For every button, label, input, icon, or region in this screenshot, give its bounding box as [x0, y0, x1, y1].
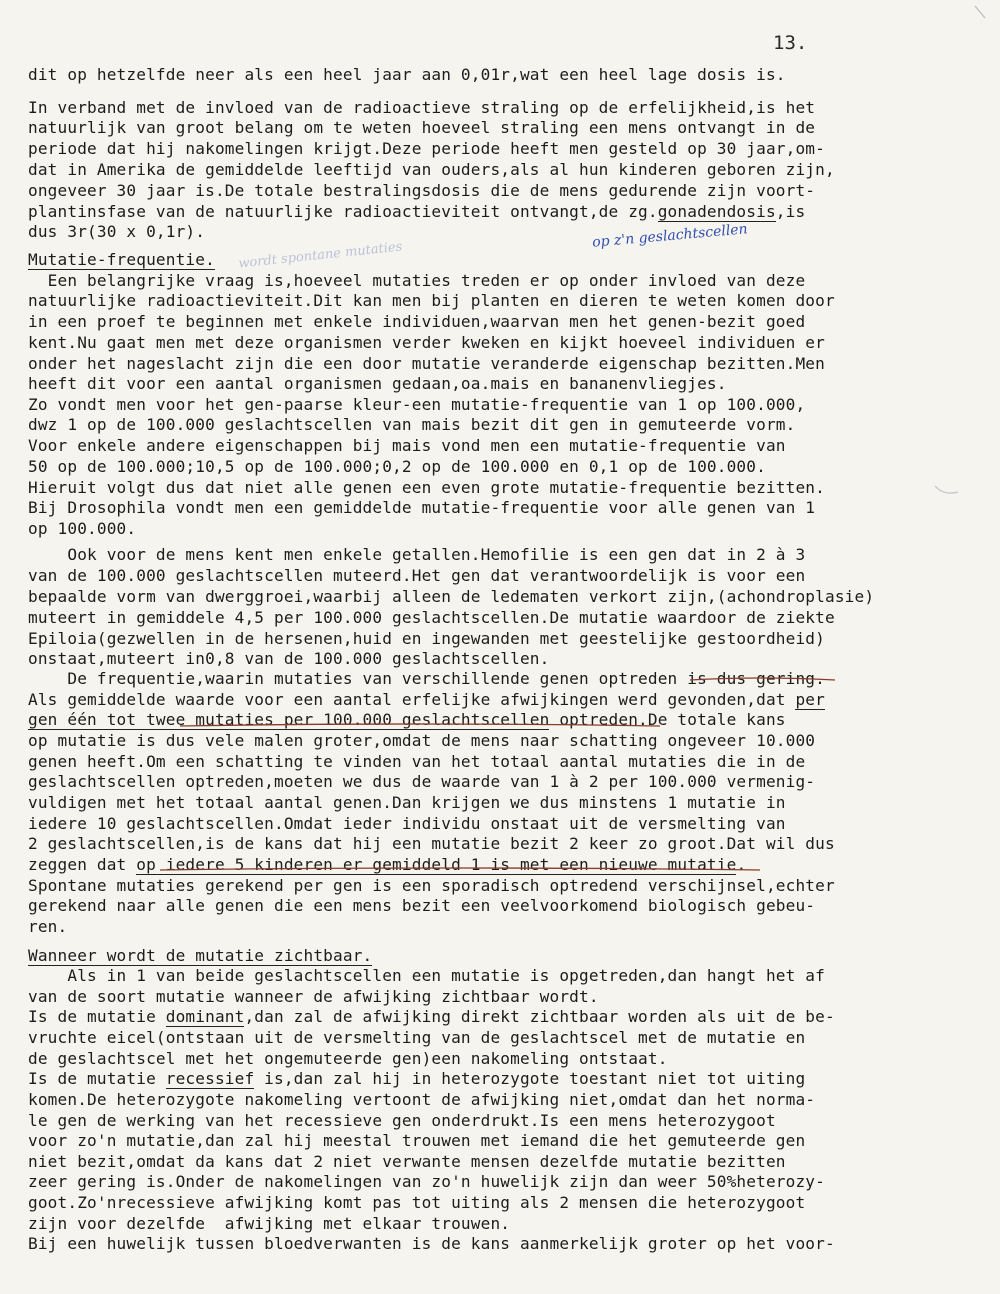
text-line: onstaat,muteert in0,8 van de 100.000 geslachtscellen. [28, 649, 550, 668]
text-line: Bij Drosophila vondt men een gemiddelde mutatie-frequentie voor alle genen van 1 [28, 498, 816, 517]
handwritten-note-faint: wordt spontane mutaties [237, 239, 403, 272]
underlined-phrase: per [795, 690, 825, 709]
text-line: op mutatie is dus vele malen groter,omdat de mens naar schatting ongeveer 10.000 [28, 731, 816, 750]
text-line: de geslachtscel met het ongemuteerde gen)een nakomeling ontstaat. [28, 1049, 668, 1068]
text-line: In verband met de invloed van de radioactieve straling op de erfelijkheid,is het [28, 98, 816, 117]
text-fragment: Is de mutatie [28, 1007, 166, 1026]
underlined-phrase: op iedere 5 kinderen er gemiddeld 1 is met een nieuwe mutatie [136, 855, 737, 874]
pen-underline-mark [160, 868, 760, 870]
text-line: vruchte eicel(ontstaan uit de versmelting van de geslachtscel met de mutatie en [28, 1028, 806, 1047]
page-number: 13. [773, 32, 808, 54]
text-line: vuldigen met het totaal aantal genen.Dan krijgen we dus minstens 1 mutatie in [28, 793, 786, 812]
underlined-phrase: gen één tot twee mutaties per 100.000 geslachtscellen [28, 710, 550, 729]
text-line: 2 geslachtscellen,is de kans dat hij een mutatie bezit 2 keer zo groot.Dat wil dus [28, 834, 835, 853]
text-line: in een proef te beginnen met enkele individuen,waarvan men het genen-bezit goed [28, 312, 806, 331]
text-line: gerekend naar alle genen die een mens bezit een veelvoorkomend biologisch gebeu- [28, 896, 816, 915]
text-fragment: . [736, 855, 747, 874]
text-line: natuurlijke radioactieviteit.Dit kan men bij planten en dieren te weten komen door [28, 291, 835, 310]
text-line: heeft dit voor een aantal organismen gedaan,oa.mais en bananenvliegjes. [28, 374, 727, 393]
pen-underline-mark [180, 724, 660, 726]
text-line: van de 100.000 geslachtscellen muteerd.Het gen dat verantwoordelijk is voor een [28, 566, 806, 585]
text-line: op 100.000. [28, 519, 137, 538]
text-line: Bij een huwelijk tussen bloedverwanten is de kans aanmerkelijk groter op het voor- [28, 1234, 835, 1253]
text-line: Spontane mutaties gerekend per gen is een sporadisch optredend verschijnsel,echter [28, 876, 835, 895]
text-line: De frequentie,waarin mutaties van verschillende genen optreden is dus gering. [28, 669, 825, 688]
text-line: genen heeft.Om een schatting te vinden van het totaal aantal mutaties die in de [28, 752, 806, 771]
text-line: Hieruit volgt dus dat niet alle genen een even grote mutatie-frequentie bezitten. [28, 478, 825, 497]
text-line: Epiloia(gezwellen in de hersenen,huid en ingewanden met geestelijke gestoordheid) [28, 629, 825, 648]
text-line: komen.De heterozygote nakomeling vertoont de afwijking niet,omdat dan het norma- [28, 1090, 816, 1109]
text-line: niet bezit,omdat da kans dat 2 niet verwante mensen dezelfde mutatie bezitten [28, 1152, 786, 1171]
text-line: 50 op de 100.000;10,5 op de 100.000;0,2 op de 100.000 en 0,1 op de 100.000. [28, 457, 766, 476]
text-line: goot.Zo'nrecessieve afwijking komt pas tot uiting als 2 mensen die heterozygoot [28, 1193, 806, 1212]
pen-underline-mark [690, 678, 835, 680]
heading-text: Mutatie-frequentie. [28, 250, 215, 269]
underlined-term: recessief [165, 1069, 255, 1088]
text-line: Als in 1 van beide geslachtscellen een mutatie is opgetreden,dan hangt het af [28, 966, 825, 985]
pencil-mark [975, 6, 985, 18]
text-line: van de soort mutatie wanneer de afwijking zichtbaar wordt. [28, 987, 599, 1006]
text-fragment: Is de mutatie [28, 1069, 166, 1088]
text-line: ren. [28, 917, 68, 936]
text-line: dwz 1 op de 100.000 geslachtscellen van mais bezit dit gen in gemuteerde vorm. [28, 415, 796, 434]
text-line: Een belangrijke vraag is,hoeveel mutaties treden er op onder invloed van deze [28, 271, 806, 290]
underlined-term: dominant [165, 1007, 245, 1026]
text-fragment: plantinsfase van de natuurlijke radioactieviteit ontvangt,de zg. [28, 202, 658, 221]
text-line: kent.Nu gaat men met deze organismen verder kweken en kijkt hoeveel individuen er [28, 333, 825, 352]
text-line: dus 3r(30 x 0,1r). [28, 222, 206, 241]
text-line: iedere 10 geslachtscellen.Omdat ieder individu onstaat uit de versmelting van [28, 814, 786, 833]
text-line: Zo vondt men voor het gen-paarse kleur-een mutatie-frequentie van 1 op 100.000, [28, 395, 806, 414]
text-line: bepaalde vorm van dwerggroei,waarbij alleen de ledematen verkort zijn,(achondroplasie) [28, 587, 875, 606]
underlined-term: gonadendosis [657, 202, 776, 221]
text-fragment: ,dan zal de afwijking direkt zichtbaar worden als uit de be- [244, 1007, 835, 1026]
text-line: voor zo'n mutatie,dan zal hij meestal trouwen met iemand die het gemuteerde gen [28, 1131, 806, 1150]
text-line: natuurlijk van groot belang om te weten hoeveel straling een mens ontvangt in de [28, 118, 816, 137]
text-line: onder het nageslacht zijn die een door mutatie veranderde eigenschap bezitten.Men [28, 354, 825, 373]
heading-text: Wanneer wordt de mutatie zichtbaar. [28, 946, 373, 965]
text-fragment: ,is [775, 202, 806, 221]
text-fragment: Als gemiddelde waarde voor een aantal erfelijke afwijkingen werd gevonden,dat [28, 690, 796, 709]
text-line: muteert in gemiddele 4,5 per 100.000 geslachtscellen.De mutatie waardoor de ziekte [28, 608, 835, 627]
text-line: dit op hetzelfde neer als een heel jaar aan 0,01r,wat een heel lage dosis is. [28, 65, 786, 84]
text-fragment: is,dan zal hij in heterozygote toestant niet tot uiting [254, 1069, 806, 1088]
text-line: Voor enkele andere eigenschappen bij mais vond men een mutatie-frequentie van [28, 436, 786, 455]
text-line: ongeveer 30 jaar is.De totale bestralingsdosis die de mens gedurende zijn voort- [28, 181, 816, 200]
text-line: dat in Amerika de gemiddelde leeftijd van ouders,als al hun kinderen geboren zijn, [28, 160, 835, 179]
text-line: geslachtscellen optreden,moeten we dus de waarde van 1 à 2 per 100.000 vermenig- [28, 772, 816, 791]
text-line: zijn voor dezelfde afwijking met elkaar trouwen. [28, 1214, 511, 1233]
text-line: periode dat hij nakomelingen krijgt.Deze periode heeft men gesteld op 30 jaar,om- [28, 139, 825, 158]
text-line: Ook voor de mens kent men enkele getallen.Hemofilie is een gen dat in 2 à 3 [28, 545, 806, 564]
pencil-mark [935, 486, 958, 493]
text-line: zeer gering is.Onder de nakomelingen van zo'n huwelijk zijn dan weer 50%heterozy- [28, 1172, 825, 1191]
handwritten-note: op z'n geslachtscellen [591, 221, 749, 251]
text-line: le gen de werking van het recessieve gen onderdrukt.Is een mens heterozygoot [28, 1111, 776, 1130]
text-fragment: zeggen dat [28, 855, 137, 874]
text-fragment: optreden.De totale kans [549, 710, 786, 729]
